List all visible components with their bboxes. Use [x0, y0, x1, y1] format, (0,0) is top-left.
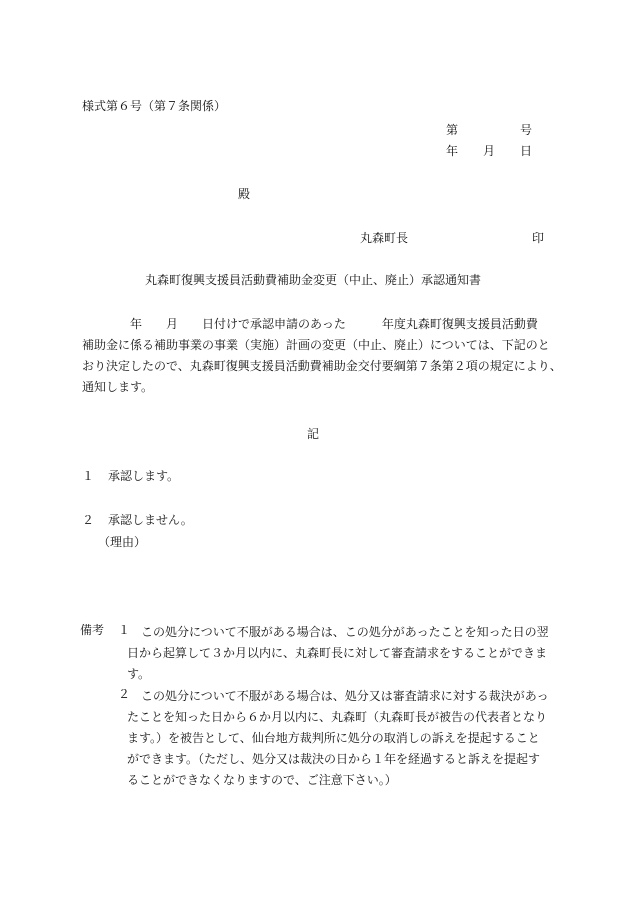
document-number-prefix: 第	[446, 123, 459, 137]
body-line: おり決定したので、丸森町復興支援員活動費補助金交付要綱第７条第２項の規定により、	[82, 359, 562, 373]
remark-2-number: ２	[118, 687, 131, 701]
list-item-text: 承認します。	[108, 469, 180, 483]
body-line: 年 月 日付けで承認申請のあった 年度丸森町復興支援員活動費	[82, 317, 538, 331]
list-item-reject	[82, 512, 193, 528]
document-number-suffix: 号	[520, 123, 533, 137]
ki-heading: 記	[307, 427, 320, 441]
list-item-number: １	[82, 469, 95, 483]
body-line: 通知します。	[82, 380, 154, 394]
list-item-approve	[82, 468, 179, 484]
remark-2-text	[127, 686, 549, 791]
reason-label: （理由）	[98, 535, 147, 549]
document-title: 丸森町復興支援員活動費補助金変更（中止、廃止）承認通知書	[145, 273, 482, 287]
body-paragraph	[82, 314, 562, 398]
remark-line: たことを知った日から６か月以内に、丸森町（丸森町長が被告の代表者となり	[127, 710, 548, 724]
date-month-label: 月	[483, 144, 496, 158]
remark-line: ます。）を被告として、仙台地方裁判所に処分の取消しの訴えを提起すること	[127, 731, 540, 745]
remarks-label: 備考	[80, 623, 105, 637]
body-line: 補助金に係る補助事業の事業（実施）計画の変更（中止、廃止）については、下記のと	[82, 338, 550, 352]
remark-line: ることができなくなりますので、ご注意下さい。）	[127, 773, 397, 787]
remark-line: この処分について不服がある場合は、この処分があったことを知った日の翌	[141, 625, 549, 639]
remark-line: ができます。（ただし、処分又は裁決の日から１年を経過すると訴えを提起す	[127, 752, 541, 766]
form-number: 様式第６号（第７条関係）	[82, 99, 227, 113]
date-day-label: 日	[520, 144, 533, 158]
list-item-text: 承認しません。	[108, 513, 193, 527]
remark-line: 日から起算して３か月以内に、丸森町長に対して審査請求をすることができま	[127, 646, 548, 660]
sender-name: 丸森町長	[360, 231, 409, 245]
seal-mark: 印	[532, 231, 545, 245]
addressee-honorific: 殿	[238, 187, 251, 201]
date-year-label: 年	[446, 144, 459, 158]
list-item-number: ２	[82, 513, 95, 527]
remark-line: この処分について不服がある場合は、処分又は審査請求に対する裁決があっ	[141, 689, 549, 703]
remark-1-number: １	[118, 623, 131, 637]
remark-1-text	[127, 622, 549, 685]
remark-line: す。	[127, 667, 151, 681]
